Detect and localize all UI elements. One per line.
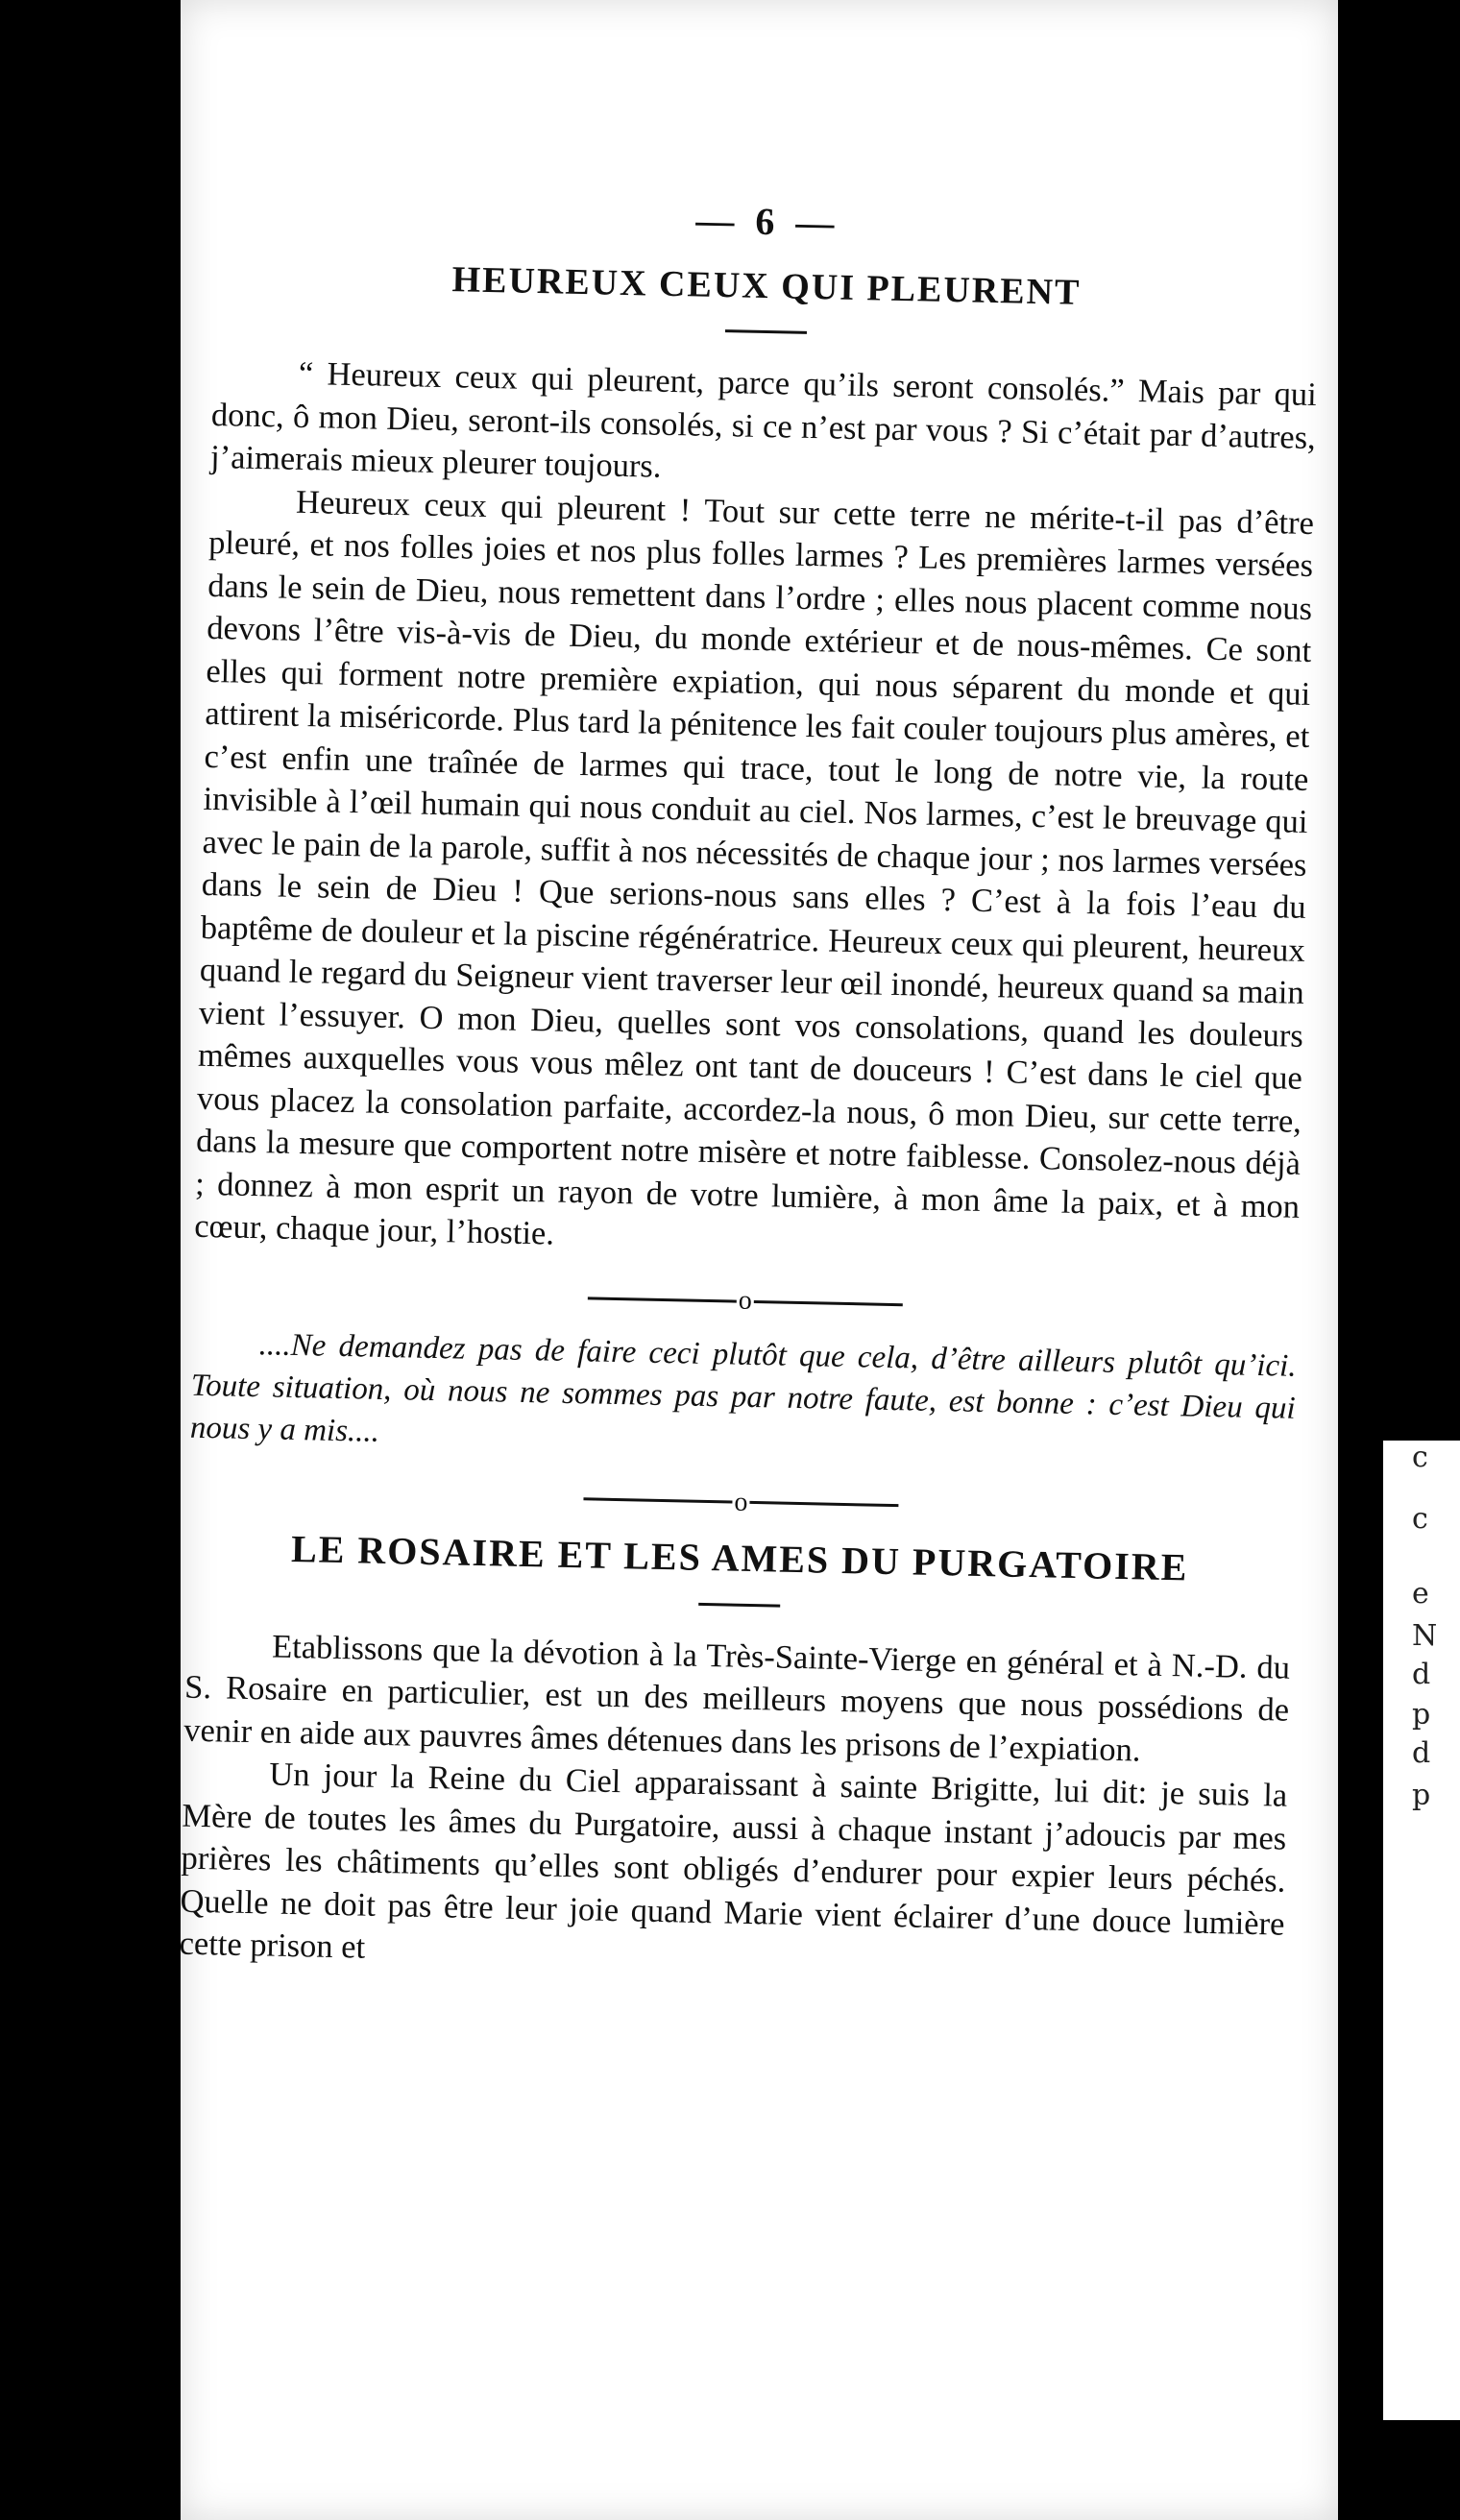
paragraph: Etablissons que la dévotion à la Très-Sainte-Vierge en général et à N.-D. du S. Rosaire en particulier, est un des meilleurs moyens que nous possédions de venir en aide aux pauvres âmes détenues dans les prisons de l’expiation. (182, 1628, 1291, 1769)
adjacent-letter: p (1412, 1779, 1431, 1812)
adjacent-page-fragment (1383, 1441, 1460, 2420)
section-separator (188, 1474, 1293, 1530)
separator-line (749, 1501, 898, 1507)
paragraph: “ Heureux ceux qui pleurent, parce qu’ils seront consolés.” Mais par qui donc, ô mon Dieu, seront-ils consolés, si ce n’est par vous ? Si c’était par d’autres, j’aimerais mieux pleurer toujours. (209, 354, 1318, 485)
section-separator (193, 1272, 1298, 1328)
adjacent-letter: N (1412, 1619, 1438, 1653)
adjacent-letter: c (1412, 1441, 1428, 1474)
adjacent-letter: d (1412, 1736, 1431, 1770)
separator-mark: o (738, 1285, 753, 1317)
separator-mark: o (734, 1487, 748, 1517)
page-number: — 6 — (694, 198, 840, 245)
italic-quote: ....Ne demandez pas de faire ceci plutôt que cela, d’être ailleurs plutôt qu’ici. Toute situation, où nous ne sommes pas par notre faute, est bonne : c’est Dieu qui nous y a mis.... (189, 1327, 1297, 1449)
adjacent-letter: e (1412, 1577, 1429, 1611)
paragraph: Heureux ceux qui pleurent ! Tout sur cette terre ne mérite-t-il pas d’être pleuré, et nos folles joies et nos plus folles larmes ? Les premières larmes versées dans le sein de Dieu, nous remettent dans l’ordre ; elles nous placent comme nous devons l’être vis-à-vis de Dieu, du monde extérieur et de nous-mêmes. Ce sont elles qui forment notre première expiation, qui nous séparent du monde et qui attirent la miséricorde. Plus tard la pénitence les fait couler toujours plus amères, et c’est enfin une traînée de larmes qui trace, tout le long de notre vie, la route invisible à l’œil humain qui nous conduit au ciel. Nos larmes, c’est le breuvage qui avec le pain de la parole, suffit à nos nécessités de chaque jour ; nos larmes versées dans le sein de Dieu ! Que serions-nous sans elles ? C’est à la fois l’eau du baptême de douleur et la piscine régénératrice. Heureux ceux qui pleurent, heureux quand le regard du Seigneur vient traverser leur œil inondé, heureux quand sa main vient l’essuyer. O mon Dieu, quelles sont vos consolations, quand les douleurs mêmes auxquelles vous vous mêlez ont tant de douceurs ! C’est dans le ciel que vous placez la consolation parfaite, accordez-la nous, ô mon Dieu, sur cette terre, dans la mesure que comportent notre misère et notre faiblesse. Consolez-nous déjà ; donnez à mon esprit un rayon de votre lumière, à mon âme la paix, et à mon cœur, chaque jour, l’hostie. (193, 483, 1315, 1252)
title-rule (698, 1602, 780, 1607)
adjacent-letter: c (1412, 1502, 1428, 1536)
separator-line (583, 1497, 732, 1503)
adjacent-letter: d (1412, 1658, 1431, 1691)
section-title-heureux: HEUREUX CEUX QUI PLEURENT (451, 259, 1082, 313)
section-title-rosaire: LE ROSAIRE ET LES AMES DU PURGATOIRE (290, 1526, 1189, 1589)
title-rule (724, 329, 806, 334)
paragraph: Un jour la Reine du Ciel apparaissant à sainte Brigitte, lui dit: je suis la Mère de toutes les âmes du Purgatoire, aussi à chaque instant j’adoucis par mes prières les châtiments qu’elles sont obligés d’endurer pour expier leurs péchés. Quelle ne doit pas être leur joie quand Marie vient éclairer d’une douce lumière cette prison et (179, 1756, 1288, 1966)
separator-line (754, 1300, 903, 1306)
page-content (179, 187, 1321, 1988)
separator-line (588, 1296, 737, 1302)
adjacent-letter: p (1412, 1698, 1431, 1732)
